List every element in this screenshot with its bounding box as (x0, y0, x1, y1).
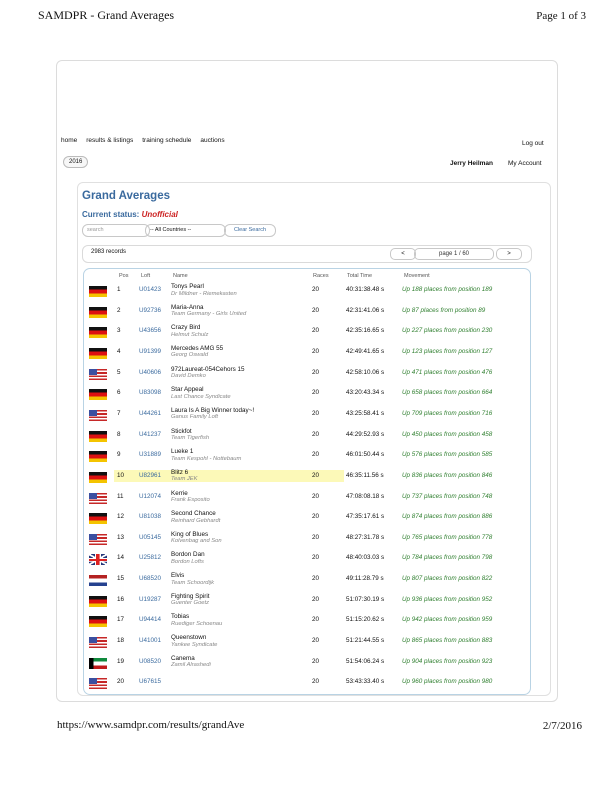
print-page-number: Page 1 of 3 (536, 10, 586, 22)
row-position: 18 (117, 637, 125, 645)
row-loft[interactable]: U68520 (139, 575, 162, 583)
status-label: Current status: (82, 210, 140, 219)
row-pigeon-name[interactable]: King of Blues (171, 530, 209, 538)
col-header-movement[interactable]: Movement (404, 273, 430, 279)
row-total-time: 44:29:52.93 s (346, 430, 385, 438)
country-flag-icon (89, 493, 107, 504)
table-row[interactable] (84, 633, 528, 653)
row-loft[interactable]: U67615 (139, 678, 162, 686)
row-position: 2 (117, 306, 121, 314)
row-loft[interactable]: U05145 (139, 533, 162, 541)
row-movement: Up 658 places from position 664 (402, 389, 493, 397)
row-position: 6 (117, 389, 121, 397)
col-header-name[interactable]: Name (173, 273, 188, 279)
year-selector[interactable]: 2016 (63, 156, 88, 168)
nav-home[interactable]: home (61, 137, 78, 144)
row-owner: Team Germany - Girls United (171, 311, 247, 318)
row-owner: Reinhard Gebhardt (171, 517, 221, 524)
row-owner: Team Tigerfish (171, 435, 210, 442)
country-flag-icon (89, 596, 107, 607)
row-total-time: 51:07:30.19 s (346, 595, 385, 603)
search-input[interactable]: search (82, 224, 150, 237)
row-races: 20 (312, 492, 320, 500)
row-owner: Zamil Alrashedi (171, 662, 211, 669)
row-loft[interactable]: U41237 (139, 430, 162, 438)
row-loft[interactable]: U92736 (139, 306, 162, 314)
country-flag-icon (89, 327, 107, 338)
table-row[interactable] (84, 489, 528, 509)
row-owner: Bordon Lofts (171, 558, 204, 565)
row-pigeon-name[interactable]: Stickfot (171, 427, 192, 435)
row-races: 20 (312, 451, 320, 459)
row-races: 20 (312, 471, 320, 479)
country-flag-icon (89, 472, 107, 483)
row-position: 10 (117, 471, 125, 479)
row-pigeon-name[interactable]: Crazy Bird (171, 324, 201, 332)
row-loft[interactable]: U94414 (139, 616, 162, 624)
row-movement: Up 765 places from position 778 (402, 533, 493, 541)
row-owner: Team Kespohl - Nottebaum (171, 455, 242, 462)
row-loft[interactable]: U31889 (139, 451, 162, 459)
row-pigeon-name[interactable]: Elvis (171, 572, 185, 580)
row-total-time: 51:15:20.62 s (346, 616, 385, 624)
row-position: 15 (117, 575, 125, 583)
row-pigeon-name[interactable]: Star Appeal (171, 386, 204, 394)
row-total-time: 43:25:58.41 s (346, 409, 385, 417)
row-total-time: 51:54:06.24 s (346, 657, 385, 665)
row-races: 20 (312, 347, 320, 355)
row-pigeon-name[interactable]: Tonys Pearl (171, 283, 204, 290)
table-row[interactable] (84, 674, 528, 694)
row-pigeon-name[interactable]: Bordon Dan (171, 551, 205, 559)
row-races: 20 (312, 409, 320, 417)
record-count: 2983 records (91, 249, 127, 255)
country-flag-icon (89, 389, 107, 400)
row-position: 17 (117, 616, 125, 624)
row-pigeon-name[interactable]: Canema (171, 654, 195, 662)
row-loft[interactable]: U41001 (139, 637, 162, 645)
row-races: 20 (312, 327, 320, 335)
row-loft[interactable]: U43656 (139, 327, 162, 335)
row-total-time: 51:21:44.55 s (346, 637, 385, 645)
row-total-time: 48:40:03.03 s (346, 554, 385, 562)
row-movement: Up 960 places from position 980 (402, 678, 493, 686)
row-owner: Georg Oswald (171, 352, 209, 359)
row-movement: Up 737 places from position 748 (402, 492, 493, 500)
row-position: 3 (117, 327, 121, 335)
row-movement: Up 471 places from position 476 (402, 368, 493, 376)
row-total-time: 46:35:11.56 s (346, 471, 384, 479)
table-row[interactable] (84, 427, 528, 447)
row-loft[interactable]: U44261 (139, 409, 162, 417)
country-flag-icon (89, 554, 107, 565)
row-owner: Frank Esposito (171, 497, 210, 503)
prev-page-button[interactable]: < (390, 248, 416, 260)
row-pigeon-name[interactable]: Laura Is A Big Winner today~! (171, 406, 255, 414)
row-pigeon-name[interactable]: Queenstown (171, 634, 207, 642)
table-row[interactable] (84, 509, 528, 529)
table-row[interactable] (84, 612, 528, 632)
country-flag-icon (89, 307, 107, 318)
row-pigeon-name[interactable]: Second Chance (171, 510, 216, 518)
row-total-time: 42:58:10.06 s (346, 368, 385, 376)
row-position: 1 (117, 286, 121, 293)
row-position: 16 (117, 595, 125, 603)
row-races: 20 (312, 368, 320, 376)
row-position: 4 (117, 347, 121, 355)
status-value: Unofficial (141, 210, 178, 219)
row-position: 8 (117, 430, 121, 438)
row-movement: Up 227 places from position 230 (402, 327, 493, 335)
row-owner: Dr Mildner - Riemekasten (171, 290, 237, 297)
row-movement: Up 123 places from position 127 (402, 347, 493, 355)
row-owner: Team JEK (171, 476, 198, 483)
row-total-time: 53:43:33.40 s (346, 678, 385, 686)
row-position: 20 (117, 678, 125, 686)
row-owner: Guenter Goetz (171, 600, 210, 607)
table-row[interactable] (84, 344, 528, 364)
row-total-time: 43:20:43.34 s (346, 389, 385, 397)
country-flag-icon (89, 513, 107, 524)
row-pigeon-name[interactable]: Blitz 6 (171, 468, 189, 476)
table-row[interactable] (84, 530, 528, 550)
nav-auctions[interactable]: auctions (200, 137, 225, 144)
table-row[interactable] (84, 468, 528, 488)
user-name: Jerry Heilman (450, 160, 493, 167)
print-title: SAMDPR - Grand Averages (38, 8, 175, 22)
row-total-time: 47:08:08.18 s (346, 492, 385, 500)
row-races: 20 (312, 637, 320, 645)
country-flag-icon (89, 616, 107, 627)
country-flag-icon (89, 451, 107, 462)
row-movement: Up 942 places from position 959 (402, 616, 493, 624)
country-flag-icon (89, 369, 107, 380)
row-races: 20 (312, 513, 320, 521)
row-races: 20 (312, 595, 320, 603)
logout-link[interactable]: Log out (522, 140, 544, 147)
row-races: 20 (312, 554, 320, 562)
row-loft[interactable]: U01423 (139, 286, 162, 293)
country-select[interactable]: -- All Countries -- (145, 224, 226, 237)
row-races: 20 (312, 430, 320, 438)
col-header-pos[interactable]: Pos (119, 273, 129, 279)
col-header-races[interactable]: Races (313, 273, 329, 279)
row-total-time: 42:49:41.65 s (346, 347, 385, 355)
table-row[interactable] (84, 550, 528, 570)
row-movement: Up 709 places from position 716 (402, 409, 493, 417)
row-position: 19 (117, 657, 125, 665)
row-total-time: 46:01:50.44 s (346, 451, 385, 459)
row-movement: Up 450 places from position 458 (402, 430, 493, 438)
row-movement: Up 904 places from position 923 (402, 657, 493, 665)
row-pigeon-name[interactable]: Fighting Spirit (171, 592, 210, 600)
row-total-time: 49:11:28.79 s (346, 575, 384, 583)
row-pigeon-name[interactable]: 972Laureat-054Cehors 15 (171, 365, 245, 373)
row-position: 5 (117, 368, 121, 376)
country-flag-icon (89, 575, 107, 586)
row-loft[interactable]: U83098 (139, 389, 162, 397)
row-owner: Ganus Family Loft (171, 414, 219, 421)
row-position: 9 (117, 451, 121, 459)
row-pigeon-name[interactable]: Maria-Anna (171, 303, 204, 311)
row-loft[interactable]: U91399 (139, 347, 162, 355)
row-owner: Team Schoordijk (171, 579, 214, 586)
row-total-time: 48:27:31.78 s (346, 533, 385, 541)
table-row[interactable] (84, 654, 528, 674)
country-flag-icon (89, 678, 107, 689)
row-pigeon-name[interactable]: Tobias (171, 613, 190, 621)
table-row[interactable] (84, 282, 528, 302)
row-movement: Up 807 places from position 822 (402, 575, 493, 583)
col-header-loft[interactable]: Loft (141, 273, 151, 279)
row-races: 20 (312, 306, 320, 314)
row-loft[interactable]: U25812 (139, 554, 162, 562)
row-position: 14 (117, 554, 125, 562)
row-total-time: 47:35:17.61 s (346, 513, 385, 521)
clear-search-button[interactable]: Clear Search (224, 224, 276, 237)
page-title: Grand Averages (82, 190, 170, 202)
row-movement: Up 936 places from position 952 (402, 595, 493, 603)
table-row[interactable] (84, 303, 528, 323)
row-total-time: 40:31:38.48 s (346, 286, 385, 293)
row-owner: Yankee Syndicate (171, 641, 218, 648)
country-flag-icon (89, 637, 107, 648)
row-owner: Ruediger Schoenau (171, 620, 223, 627)
top-nav (61, 137, 225, 144)
table-row[interactable] (84, 447, 528, 467)
row-owner: Kolvenbag and Son (171, 538, 222, 545)
row-loft[interactable]: U08520 (139, 657, 162, 665)
row-races: 20 (312, 678, 320, 686)
row-total-time: 42:31:41.06 s (346, 306, 385, 314)
row-races: 20 (312, 389, 320, 397)
row-loft[interactable]: U40606 (139, 368, 162, 376)
row-pigeon-name[interactable]: Lueke 1 (171, 448, 194, 456)
page-indicator: page 1 / 60 (414, 248, 494, 260)
next-page-button[interactable]: > (496, 248, 522, 260)
table-row[interactable] (84, 571, 528, 591)
col-header-time[interactable]: Total Time (347, 273, 373, 279)
status-line (82, 210, 178, 219)
row-loft[interactable]: U12074 (139, 492, 162, 500)
row-pigeon-name[interactable]: Kerrie (171, 489, 188, 497)
row-loft[interactable]: U81038 (139, 513, 162, 521)
country-flag-icon (89, 410, 107, 421)
row-movement: Up 87 places from position 89 (402, 306, 486, 314)
row-movement: Up 874 places from position 886 (402, 513, 493, 521)
print-url: https://www.samdpr.com/results/grandAve (57, 719, 245, 731)
row-races: 20 (312, 616, 320, 624)
row-owner: Last Chance Syndicate (171, 393, 231, 400)
row-position: 12 (117, 513, 125, 521)
country-flag-icon (89, 658, 107, 669)
table-row[interactable] (84, 365, 528, 385)
row-races: 20 (312, 575, 320, 583)
row-owner: Helmut Schulz (171, 331, 209, 338)
nav-training-schedule[interactable]: training schedule (142, 137, 192, 144)
row-position: 11 (117, 492, 124, 500)
row-loft[interactable]: U19287 (139, 595, 162, 603)
row-position: 7 (117, 409, 121, 417)
row-loft[interactable]: U82961 (139, 471, 162, 479)
row-movement: Up 188 places from position 189 (402, 286, 493, 293)
row-owner: David Demko (171, 373, 206, 380)
row-position: 13 (117, 533, 125, 541)
country-flag-icon (89, 348, 107, 359)
row-pigeon-name[interactable]: Mercedes AMG 55 (171, 344, 224, 352)
print-date: 2/7/2016 (542, 720, 582, 732)
row-movement: Up 836 places from position 846 (402, 471, 493, 479)
row-races: 20 (312, 533, 320, 541)
row-races: 20 (312, 657, 320, 665)
row-movement: Up 865 places from position 883 (402, 637, 493, 645)
row-movement: Up 576 places from position 585 (402, 451, 493, 459)
table-row[interactable] (84, 592, 528, 612)
country-flag-icon (89, 431, 107, 442)
my-account-link[interactable]: My Account (508, 160, 542, 167)
table-row[interactable] (84, 323, 528, 343)
row-total-time: 42:35:16.65 s (346, 327, 385, 335)
table-row[interactable] (84, 406, 528, 426)
country-flag-icon (89, 286, 107, 297)
nav-results-listings[interactable]: results & listings (86, 137, 134, 144)
table-row[interactable] (84, 385, 528, 405)
country-flag-icon (89, 534, 107, 545)
row-movement: Up 784 places from position 798 (402, 554, 493, 562)
row-races: 20 (312, 286, 320, 293)
